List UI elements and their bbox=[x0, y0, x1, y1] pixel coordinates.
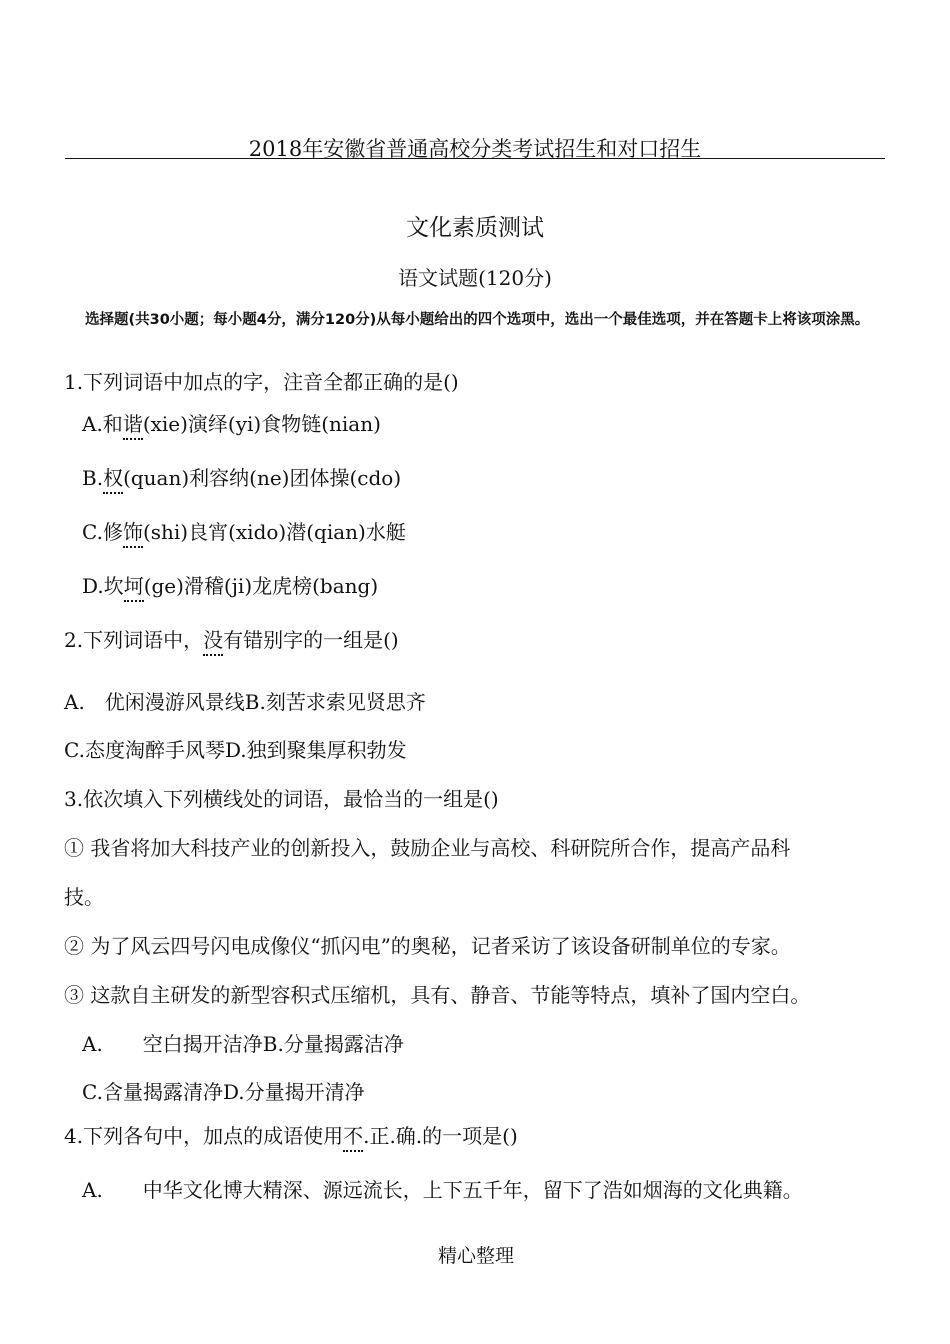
document-header-title: 2018年安徽省普通高校分类考试招生和对口招生 bbox=[248, 137, 702, 161]
option-text: D.坎 bbox=[82, 574, 124, 598]
question-1-option-d bbox=[82, 572, 378, 600]
option-text: (quan)利容纳(ne)团体操(cdo) bbox=[123, 466, 402, 490]
question-3-options-cd: C.含量揭露清净D.分量揭开清净 bbox=[82, 1080, 365, 1104]
question-1-stem: 1.下列词语中加点的字，注音全都正确的是() bbox=[64, 370, 459, 394]
option-text: (ge)滑稽(ji)龙虎榜(bang) bbox=[143, 574, 379, 598]
stem-text: 4.下列各句中，加点的成语使用 bbox=[64, 1124, 344, 1148]
stem-text: 2.下列词语中， bbox=[64, 628, 204, 652]
exam-title: 文化素质测试 bbox=[406, 215, 544, 241]
dotted-character: 权 bbox=[103, 466, 123, 494]
question-1-option-c bbox=[82, 518, 406, 546]
question-3-options-ab: A. 空白揭开洁净B.分量揭露洁净 bbox=[82, 1032, 404, 1056]
question-3-sentence-1-cont: 技。 bbox=[64, 885, 104, 909]
question-2-stem bbox=[64, 626, 399, 654]
dotted-character: 谐 bbox=[123, 412, 143, 440]
question-3-sentence-1: ① 我省将加大科技产业的创新投入，鼓励企业与高校、科研院所合作，提高产品科 bbox=[64, 836, 791, 860]
dotted-character: 坷 bbox=[124, 574, 144, 602]
header-divider bbox=[65, 158, 885, 159]
dotted-character: 不 bbox=[343, 1124, 363, 1152]
question-2-options-cd: C.态度淘醉手风琴D.独到聚集厚积勃发 bbox=[64, 738, 407, 762]
exam-subtitle: 语文试题(120分) bbox=[398, 266, 552, 290]
option-text: A.和 bbox=[82, 412, 123, 436]
stem-text: .正.确.的一项是() bbox=[363, 1124, 518, 1148]
page-footer: 精心整理 bbox=[438, 1245, 515, 1267]
question-3-stem: 3.依次填入下列横线处的词语，最恰当的一组是() bbox=[64, 787, 499, 811]
question-4-stem bbox=[64, 1122, 518, 1150]
question-3-sentence-3: ③ 这款自主研发的新型容积式压缩机，具有、静音、节能等特点，填补了国内空白。 bbox=[64, 983, 811, 1007]
question-4-option-a: A. 中华文化博大精深、源远流长，上下五千年，留下了浩如烟海的文化典籍。 bbox=[82, 1178, 803, 1202]
stem-text: 有错别字的一组是() bbox=[223, 628, 399, 652]
option-text: (shi)良宵(xido)潜(qian)水艇 bbox=[142, 520, 406, 544]
dotted-character: 没 bbox=[203, 628, 223, 656]
dotted-character: 饰 bbox=[123, 520, 143, 548]
question-3-sentence-2: ② 为了风云四号闪电成像仪“抓闪电”的奥秘，记者采访了该设备研制单位的专家。 bbox=[64, 934, 791, 958]
question-1-option-b bbox=[82, 464, 401, 492]
question-2-options-ab: A. 优闲漫游风景线B.刻苦求索见贤思齐 bbox=[64, 690, 426, 714]
option-text: C.修 bbox=[82, 520, 123, 544]
option-text: B. bbox=[82, 466, 104, 490]
question-1-option-a bbox=[82, 410, 381, 438]
option-text: (xie)演绎(yi)食物链(nian) bbox=[142, 412, 381, 436]
section-instruction: 选择题(共30小题；每小题4分，满分120分)从每小题给出的四个选项中，选出一个最佳选项，并在答题卡上将该项涂黑。 bbox=[85, 312, 870, 328]
